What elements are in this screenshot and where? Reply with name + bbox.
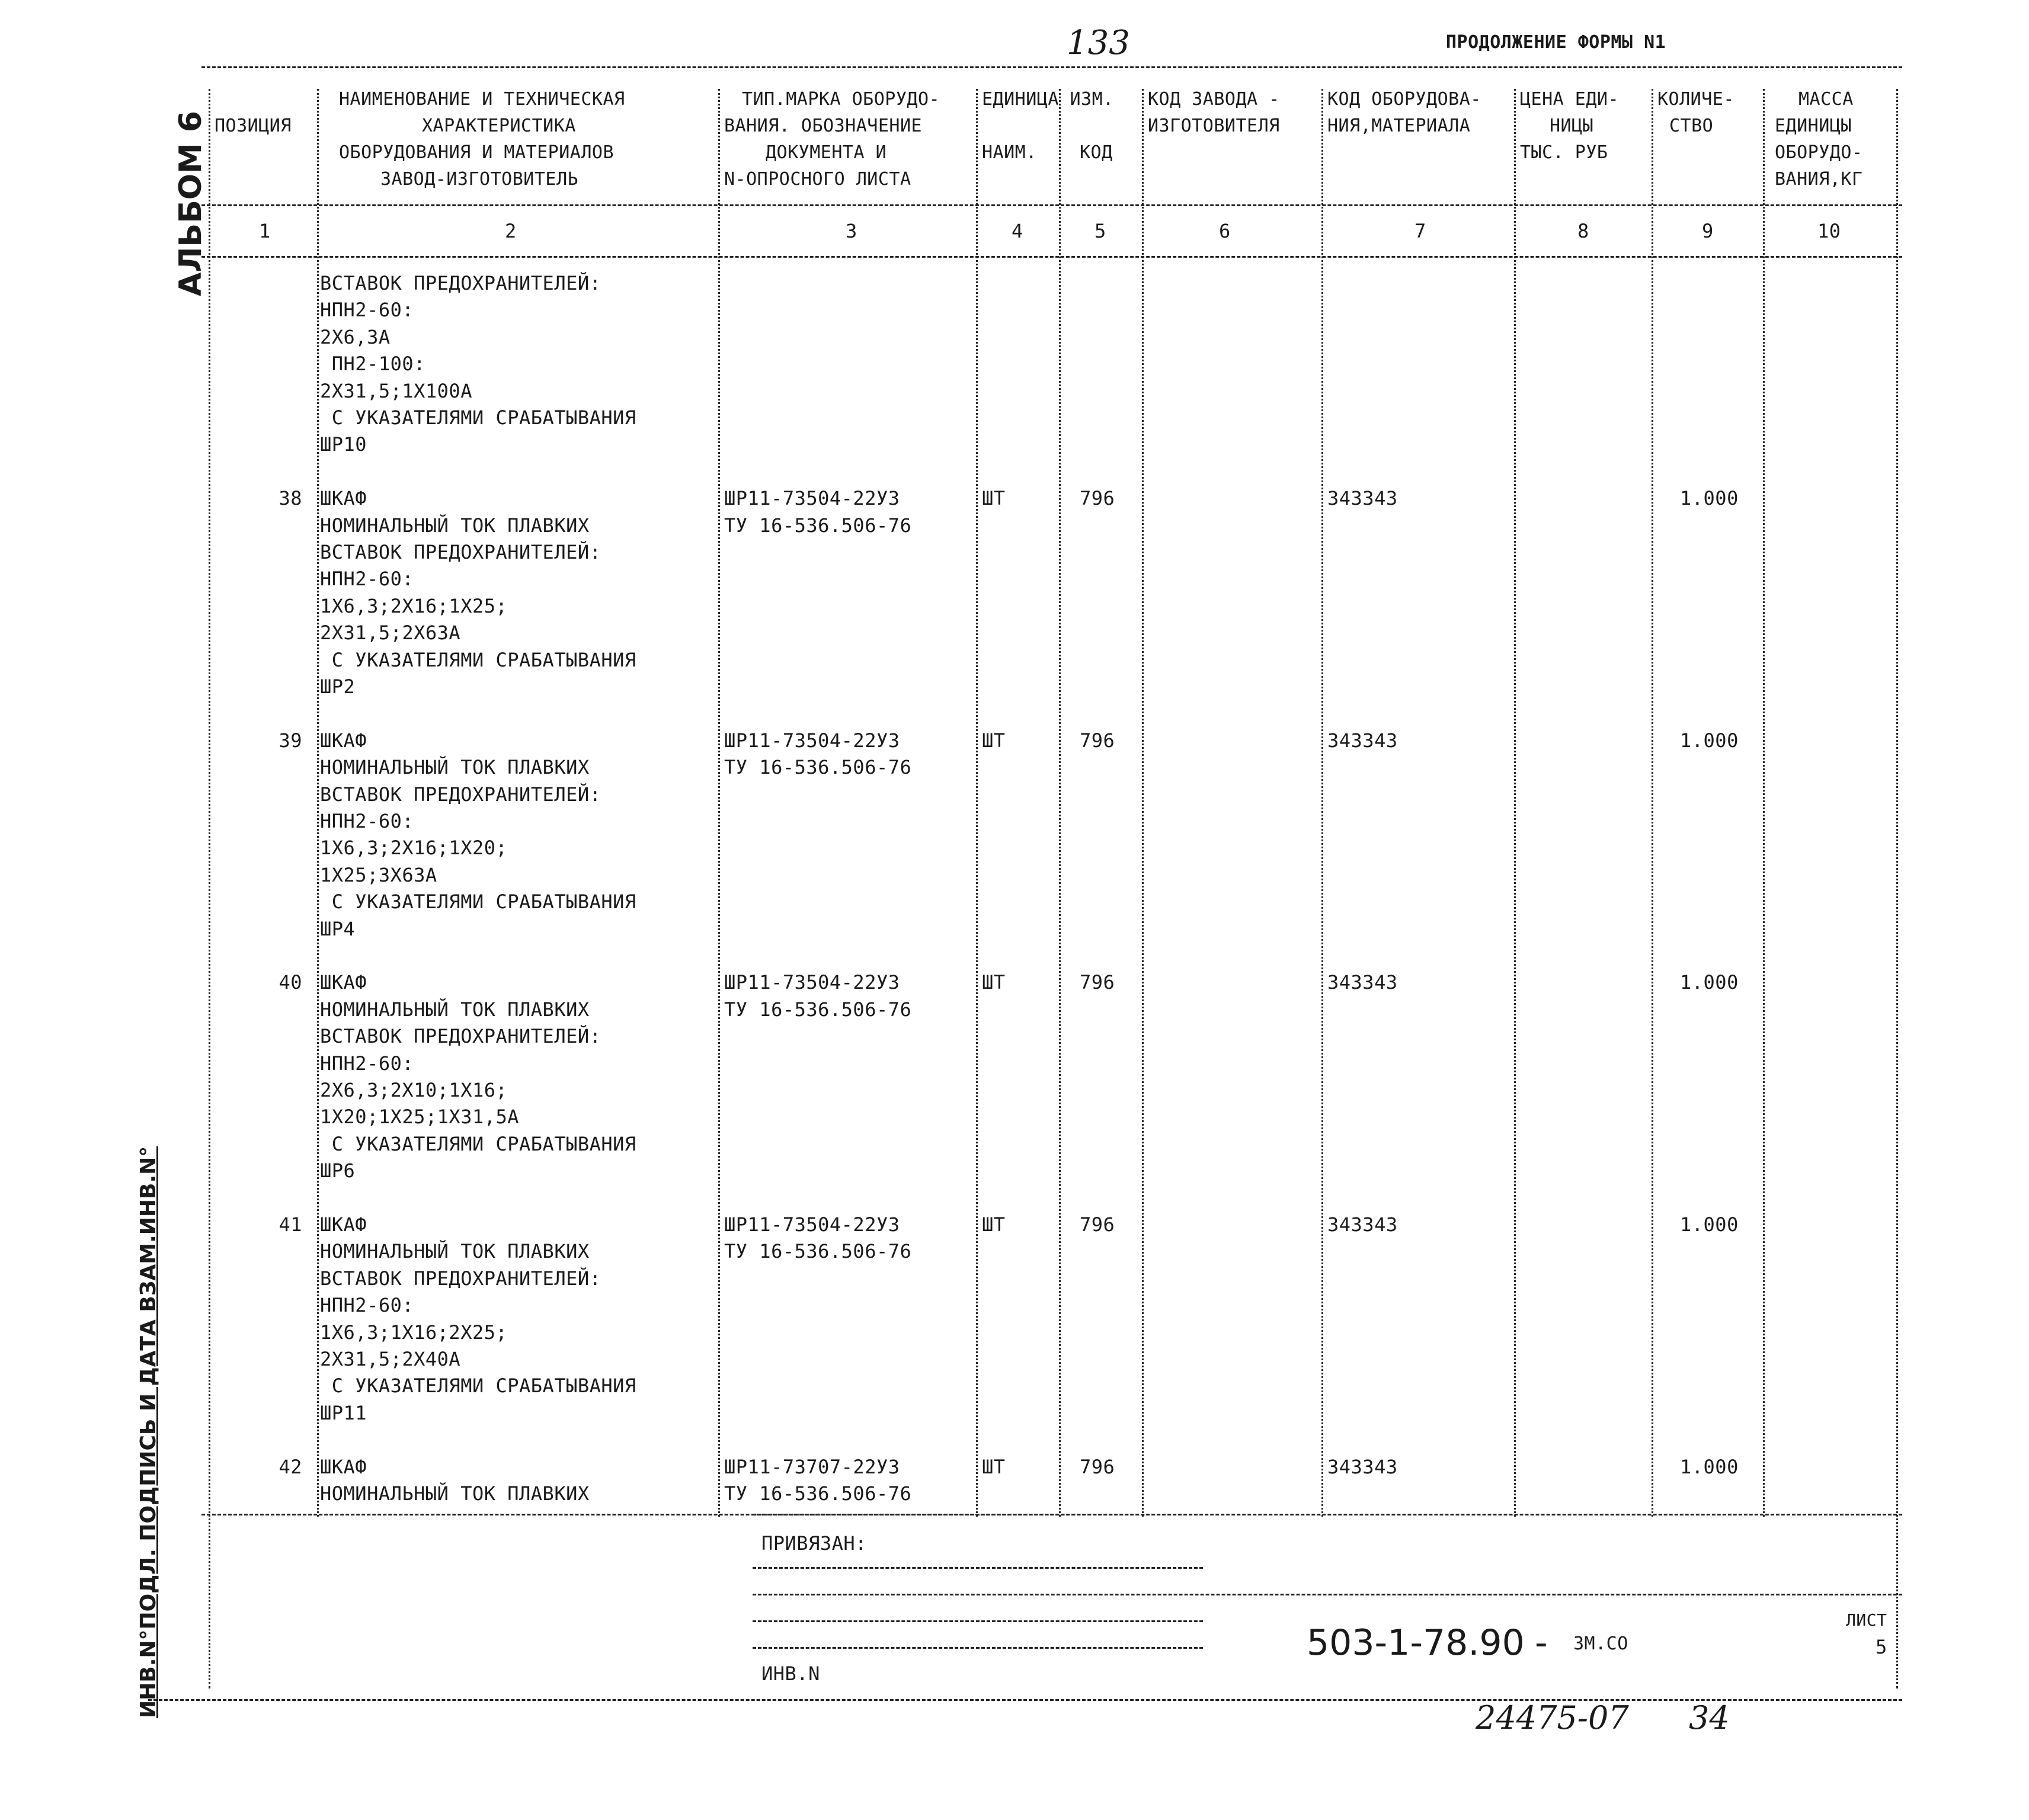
- header-price-line: ЦЕНА ЕДИ-: [1520, 89, 1620, 110]
- header-mass-line: ЕДИНИЦЫ: [1775, 116, 1852, 136]
- cell-name: С УКАЗАТЕЛЯМИ СРАБАТЫВАНИЯ: [320, 1374, 636, 1398]
- cell-name: 1X6,3;1X16;2X25;: [320, 1321, 508, 1344]
- header-price-line: НИЦЫ: [1550, 116, 1594, 136]
- column-separator: [718, 89, 720, 1517]
- document-code: 503-1-78.90: [1307, 1622, 1525, 1664]
- stamp-rule: [753, 1567, 1203, 1569]
- cell-name: 2X6,3A: [320, 325, 391, 348]
- cell-name: НОМИНАЛЬНЫЙ ТОК ПЛАВКИХ: [320, 1240, 590, 1263]
- stamp-rule: [753, 1514, 1203, 1515]
- cell-unit: ШТ: [982, 1455, 1006, 1478]
- stamp-rule: [753, 1620, 1203, 1622]
- column-separator: [1142, 89, 1144, 1517]
- column-separator: [1514, 89, 1516, 1517]
- cell-name: ШКАФ: [320, 1455, 367, 1478]
- cell-name: ВСТАВОК ПРЕДОХРАНИТЕЛЕЙ:: [320, 541, 601, 563]
- cell-position: 41: [279, 1213, 302, 1236]
- column-number: 8: [1577, 220, 1589, 242]
- cell-quantity: 1.000: [1680, 1213, 1739, 1236]
- cell-position: 40: [279, 971, 302, 994]
- cell-name: 1X6,3;2X16;1X20;: [320, 837, 508, 860]
- cell-position: 42: [279, 1455, 302, 1478]
- cell-name: ШКАФ: [320, 1213, 367, 1236]
- cell-unit: ШТ: [982, 487, 1006, 510]
- handwritten-number: 24475-07: [1476, 1699, 1629, 1736]
- cell-name: ВСТАВОК ПРЕДОХРАНИТЕЛЕЙ:: [320, 783, 601, 806]
- header-name-line: ЗАВОД-ИЗГОТОВИТЕЛЬ: [380, 169, 579, 190]
- cell-quantity: 1.000: [1680, 487, 1739, 510]
- cell-name: ВСТАВОК ПРЕДОХРАНИТЕЛЕЙ:: [320, 1267, 601, 1290]
- sheet-label: ЛИСТ: [1846, 1610, 1887, 1630]
- column-separator: [976, 89, 978, 1517]
- column-number: 2: [505, 220, 517, 242]
- cell-name: НПН2-60:: [320, 568, 414, 591]
- cell-type: ТУ 16-536.506-76: [724, 1240, 912, 1263]
- column-separator: [209, 89, 210, 1688]
- cell-name: 1X20;1X25;1X31,5A: [320, 1106, 520, 1129]
- column-separator: [1321, 89, 1323, 1517]
- cell-name: НОМИНАЛЬНЫЙ ТОК ПЛАВКИХ: [320, 756, 590, 779]
- cell-name: ШР4: [320, 917, 356, 940]
- album-label: АЛЬБОМ 6: [173, 111, 209, 296]
- cell-unit: ШТ: [982, 729, 1006, 752]
- header-mass-line: МАССА: [1798, 89, 1854, 110]
- header-top-rule: [201, 66, 1902, 68]
- header-price-line: ТЫС. РУБ: [1520, 142, 1608, 163]
- approval-stamp-label: ИНВ.N°ПОДЛ. ПОДПИСЬ И ДАТА ВЗАМ.ИНВ.N°: [136, 1146, 161, 1718]
- header-qty-line: СТВО: [1669, 116, 1714, 136]
- cell-name: НОМИНАЛЬНЫЙ ТОК ПЛАВКИХ: [320, 998, 590, 1021]
- header-unit-line: НАИМ.: [982, 142, 1037, 163]
- header-type-line: ДОКУМЕНТА И: [766, 142, 887, 163]
- header-name-line: ОБОРУДОВАНИЯ И МАТЕРИАЛОВ: [339, 142, 615, 163]
- cell-equipment-code: 343343: [1327, 729, 1398, 752]
- column-number: 4: [1012, 220, 1023, 242]
- column-number: 10: [1817, 220, 1841, 242]
- header-factory-line: КОД ЗАВОДА -: [1148, 89, 1280, 110]
- column-separator: [1652, 89, 1653, 1517]
- column-separator: [1763, 89, 1765, 1517]
- page-number: 133: [1067, 24, 1130, 62]
- cell-name: ШКАФ: [320, 971, 367, 994]
- cell-type: ТУ 16-536.506-76: [724, 1482, 912, 1505]
- header-factory-line: ИЗГОТОВИТЕЛЯ: [1148, 116, 1280, 136]
- cell-quantity: 1.000: [1680, 1455, 1739, 1478]
- cell-name: С УКАЗАТЕЛЯМИ СРАБАТЫВАНИЯ: [320, 890, 636, 914]
- column-separator: [1059, 89, 1061, 1517]
- header-mass-line: ВАНИЯ,КГ: [1775, 169, 1863, 190]
- cell-type: ШР11-73504-22У3: [724, 487, 900, 510]
- cell-name: С УКАЗАТЕЛЯМИ СРАБАТЫВАНИЯ: [320, 406, 636, 429]
- cell-name: ШР10: [320, 433, 367, 456]
- handwritten-page: 34: [1689, 1699, 1730, 1736]
- cell-name: С УКАЗАТЕЛЯМИ СРАБАТЫВАНИЯ: [320, 648, 636, 671]
- cell-name: 2X6,3;2X10;1X16;: [320, 1079, 508, 1101]
- cell-code: 796: [1080, 487, 1115, 510]
- header-equip-code-line: НИЯ,МАТЕРИАЛА: [1327, 116, 1471, 136]
- cell-name: 1X6,3;2X16;1X25;: [320, 594, 508, 617]
- cell-name: ШКАФ: [320, 487, 367, 510]
- inventory-label: ИНВ.N: [761, 1662, 820, 1685]
- cell-equipment-code: 343343: [1327, 487, 1398, 510]
- cell-code: 796: [1080, 729, 1115, 752]
- cell-name: НПН2-60:: [320, 1052, 414, 1075]
- column-number-rule: [201, 256, 1902, 258]
- cell-name: НОМИНАЛЬНЫЙ ТОК ПЛАВКИХ: [320, 514, 590, 537]
- header-type-line: ТИП.МАРКА ОБОРУДО-: [742, 89, 940, 110]
- cell-name: НОМИНАЛЬНЫЙ ТОК ПЛАВКИХ: [320, 1482, 590, 1505]
- stamp-rule: [753, 1594, 1902, 1595]
- cell-type: ШР11-73707-22У3: [724, 1455, 900, 1478]
- header-bottom-rule: [201, 204, 1902, 206]
- cell-name: 2X31,5;1X100A: [320, 379, 472, 402]
- column-number: 6: [1219, 220, 1231, 242]
- cell-type: ТУ 16-536.506-76: [724, 756, 912, 779]
- column-separator: [1896, 89, 1898, 1688]
- cell-equipment-code: 343343: [1327, 1455, 1398, 1478]
- header-unit-line: ЕДИНИЦА ИЗМ.: [982, 89, 1114, 110]
- page-bottom-rule: [148, 1699, 1902, 1701]
- column-separator: [317, 89, 319, 1517]
- header-code-line: КОД: [1080, 142, 1113, 163]
- header-name-line: ХАРАКТЕРИСТИКА: [422, 116, 576, 136]
- header-equip-code-line: КОД ОБОРУДОВА-: [1327, 89, 1481, 110]
- cell-name: ШР11: [320, 1401, 367, 1424]
- cell-type: ШР11-73504-22У3: [724, 971, 900, 994]
- cell-code: 796: [1080, 971, 1115, 994]
- cell-quantity: 1.000: [1680, 971, 1739, 994]
- column-number: 5: [1094, 220, 1106, 242]
- header-mass-line: ОБОРУДО-: [1775, 142, 1863, 163]
- cell-name: 1X25;3X63A: [320, 863, 437, 886]
- cell-name: НПН2-60:: [320, 1294, 414, 1317]
- cell-quantity: 1.000: [1680, 729, 1739, 752]
- form-title: ПРОДОЛЖЕНИЕ ФОРМЫ N1: [1446, 32, 1666, 53]
- cell-position: 39: [279, 729, 302, 752]
- cell-code: 796: [1080, 1455, 1115, 1478]
- cell-name: НПН2-60:: [320, 810, 414, 832]
- cell-name: ШР6: [320, 1159, 356, 1183]
- header-name-line: НАИМЕНОВАНИЕ И ТЕХНИЧЕСКАЯ: [339, 89, 625, 110]
- cell-name: 2X31,5;2X40A: [320, 1348, 461, 1370]
- header-position: ПОЗИЦИЯ: [215, 116, 292, 136]
- column-number: 9: [1702, 220, 1714, 242]
- cell-type: ШР11-73504-22У3: [724, 1213, 900, 1236]
- cell-name: С УКАЗАТЕЛЯМИ СРАБАТЫВАНИЯ: [320, 1132, 636, 1155]
- document-suffix: ЗМ.СО: [1573, 1633, 1628, 1654]
- column-number: 1: [259, 220, 271, 242]
- column-number: 3: [846, 220, 857, 242]
- header-type-line: N-ОПРОСНОГО ЛИСТА: [724, 169, 911, 190]
- cell-type: ТУ 16-536.506-76: [724, 514, 912, 537]
- cell-equipment-code: 343343: [1327, 1213, 1398, 1236]
- cell-code: 796: [1080, 1213, 1115, 1236]
- cell-unit: ШТ: [982, 1213, 1006, 1236]
- cell-name: 2X31,5;2X63A: [320, 621, 461, 645]
- stamp-rule: [753, 1647, 1203, 1649]
- cell-unit: ШТ: [982, 971, 1006, 994]
- cell-name: ВСТАВОК ПРЕДОХРАНИТЕЛЕЙ:: [320, 1025, 601, 1048]
- cell-type: ШР11-73504-22У3: [724, 729, 900, 752]
- sheet-number: 5: [1876, 1636, 1887, 1658]
- cell-name: ПН2-100:: [320, 353, 425, 376]
- document-code-dash: -: [1535, 1622, 1548, 1664]
- cell-type: ТУ 16-536.506-76: [724, 998, 912, 1021]
- cell-name: НПН2-60:: [320, 299, 414, 322]
- column-number: 7: [1414, 220, 1426, 242]
- linked-label: ПРИВЯЗАН:: [761, 1532, 867, 1555]
- header-type-line: ВАНИЯ. ОБОЗНАЧЕНИЕ: [724, 116, 923, 136]
- cell-name: ШКАФ: [320, 729, 367, 752]
- cell-position: 38: [279, 487, 302, 510]
- cell-name: ВСТАВОК ПРЕДОХРАНИТЕЛЕЙ:: [320, 272, 601, 294]
- cell-name: ШР2: [320, 675, 356, 698]
- cell-equipment-code: 343343: [1327, 971, 1398, 994]
- header-qty-line: КОЛИЧЕ-: [1657, 89, 1734, 110]
